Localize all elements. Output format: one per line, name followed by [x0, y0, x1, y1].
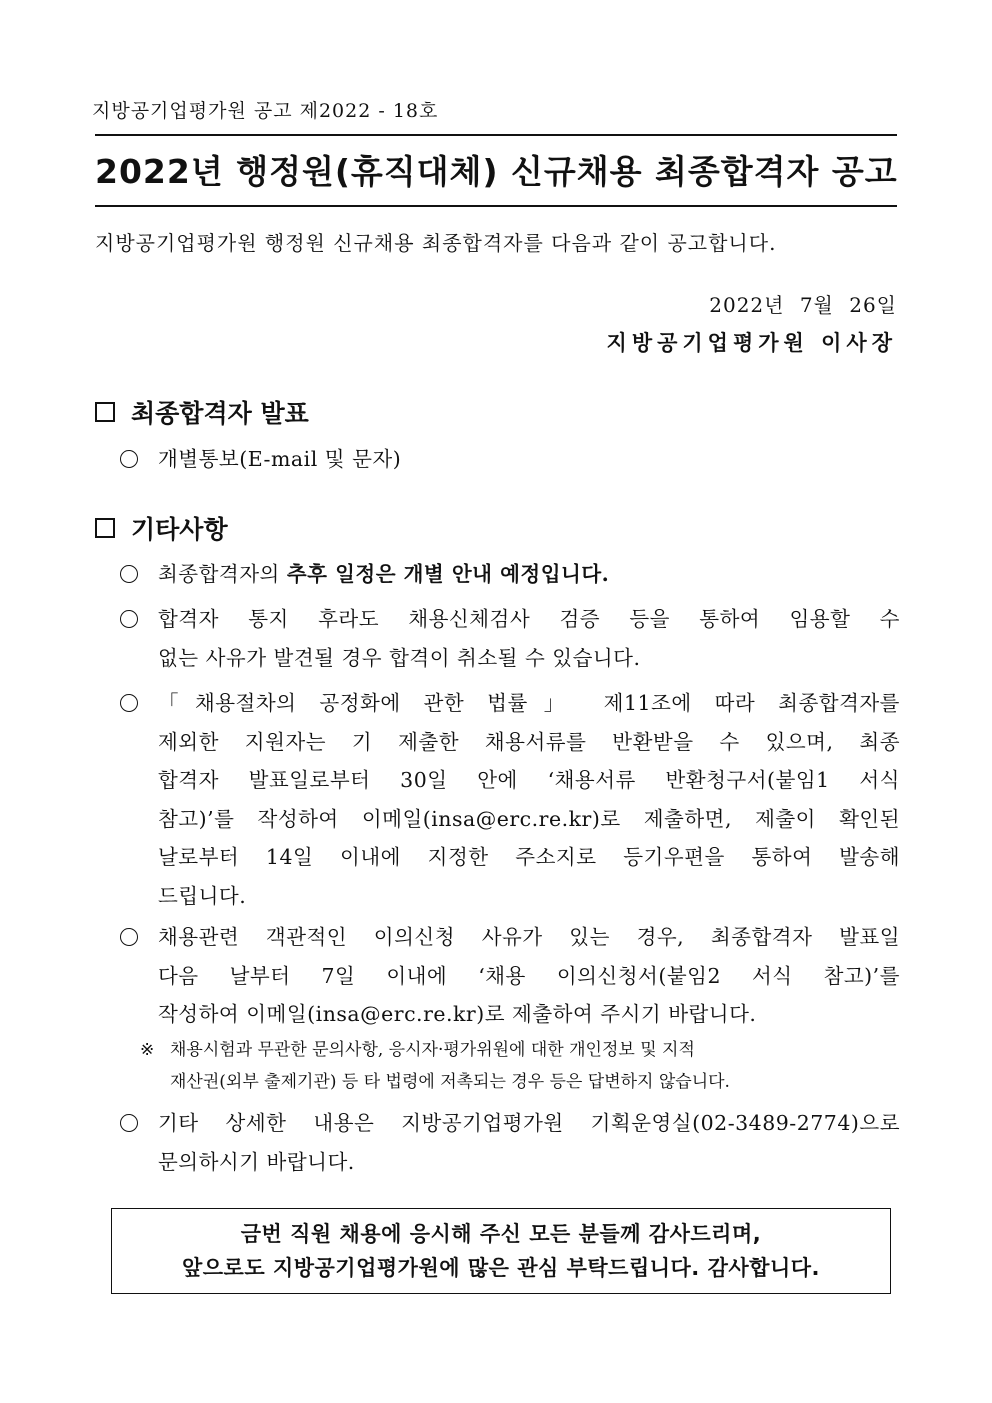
item-line: 다음 날부터 7일 이내에 ‘채용 이의신청서(붙임2 서식 참고)’를 [158, 963, 900, 988]
circle-bullet-icon [120, 565, 138, 583]
item-text: 최종합격자의 추후 일정은 개별 안내 예정입니다. [158, 562, 610, 586]
circle-bullet-icon [120, 450, 138, 468]
list-item [120, 684, 900, 915]
list-item [120, 600, 900, 677]
section-heading: 최종합격자 발표 [131, 399, 309, 428]
page-title: 2022년 행정원(휴직대체) 신규채용 최종합격자 공고 [95, 152, 898, 191]
section-final-results [95, 394, 309, 430]
item-line: 날로부터 14일 이내에 지정한 주소지로 등기우편을 통하여 발송해 [158, 845, 900, 869]
item-line: 문의하시기 바랍니다. [158, 1149, 355, 1174]
section-heading: 기타사항 [131, 515, 228, 544]
checkbox-bullet-icon [95, 402, 115, 422]
item-line: 제외한 지원자는 기 제출한 채용서류를 반환받을 수 있으며, 최종 [158, 729, 900, 754]
circle-bullet-icon [120, 1114, 138, 1132]
checkbox-bullet-icon [95, 518, 115, 538]
title-bottom-rule [95, 205, 897, 207]
item-line: 작성하여 이메일(insa@erc.re.kr)로 제출하여 주시기 바랍니다. [158, 1002, 757, 1026]
list-item [120, 918, 900, 1034]
item-line: 「채용절차의 공정화에 관한 법률」 제11조에 따라 최종합격자를 [158, 691, 900, 715]
item-line: 기타 상세한 내용은 지방공기업평가원 기획운영실(02-3489-2774)으로 [158, 1111, 900, 1135]
footnote [140, 1034, 900, 1098]
list-item [120, 555, 900, 594]
item-line: 드립니다. [158, 883, 247, 908]
list-item [120, 440, 900, 479]
section-other-notes [95, 510, 228, 546]
note-line: 재산권(외부 출제기관) 등 타 법령에 저촉되는 경우 등은 답변하지 않습니다. [170, 1072, 730, 1092]
item-line: 합격자 통지 후라도 채용신체검사 검증 등을 통하여 임용할 수 [158, 607, 900, 631]
intro-text: 지방공기업평가원 행정원 신규채용 최종합격자를 다음과 같이 공고합니다. [95, 231, 777, 255]
item-text: 개별통보(E-mail 및 문자) [158, 447, 402, 471]
notice-number: 지방공기업평가원 공고 제2022 - 18호 [92, 100, 439, 122]
item-line: 합격자 발표일로부터 30일 안에 ‘채용서류 반환청구서(붙임1 서식 [158, 768, 900, 792]
reference-mark-icon: ※ [140, 1040, 155, 1060]
item-line: 채용관련 객관적인 이의신청 사유가 있는 경우, 최종합격자 발표일 [158, 925, 900, 949]
issuer: 지방공기업평가원 이사장 [606, 330, 897, 355]
title-top-rule [95, 134, 897, 136]
announcement-date: 2022년 7월 26일 [709, 293, 897, 317]
closing-line: 금번 직원 채용에 응시해 주신 모든 분들께 감사드리며, [240, 1222, 762, 1246]
item-line: 없는 사유가 발견될 경우 합격이 취소될 수 있습니다. [158, 645, 641, 670]
list-item [120, 1104, 900, 1181]
note-line: 채용시험과 무관한 문의사항, 응시자·평가위원에 대한 개인정보 및 지적 [170, 1040, 695, 1060]
circle-bullet-icon [120, 694, 138, 712]
closing-line: 앞으로도 지방공기업평가원에 많은 관심 부탁드립니다. 감사합니다. [181, 1256, 821, 1280]
circle-bullet-icon [120, 928, 138, 946]
item-line: 참고)’를 작성하여 이메일(insa@erc.re.kr)로 제출하면, 제출이 확인된 [158, 806, 900, 831]
closing-message-box [111, 1208, 891, 1294]
circle-bullet-icon [120, 610, 138, 628]
